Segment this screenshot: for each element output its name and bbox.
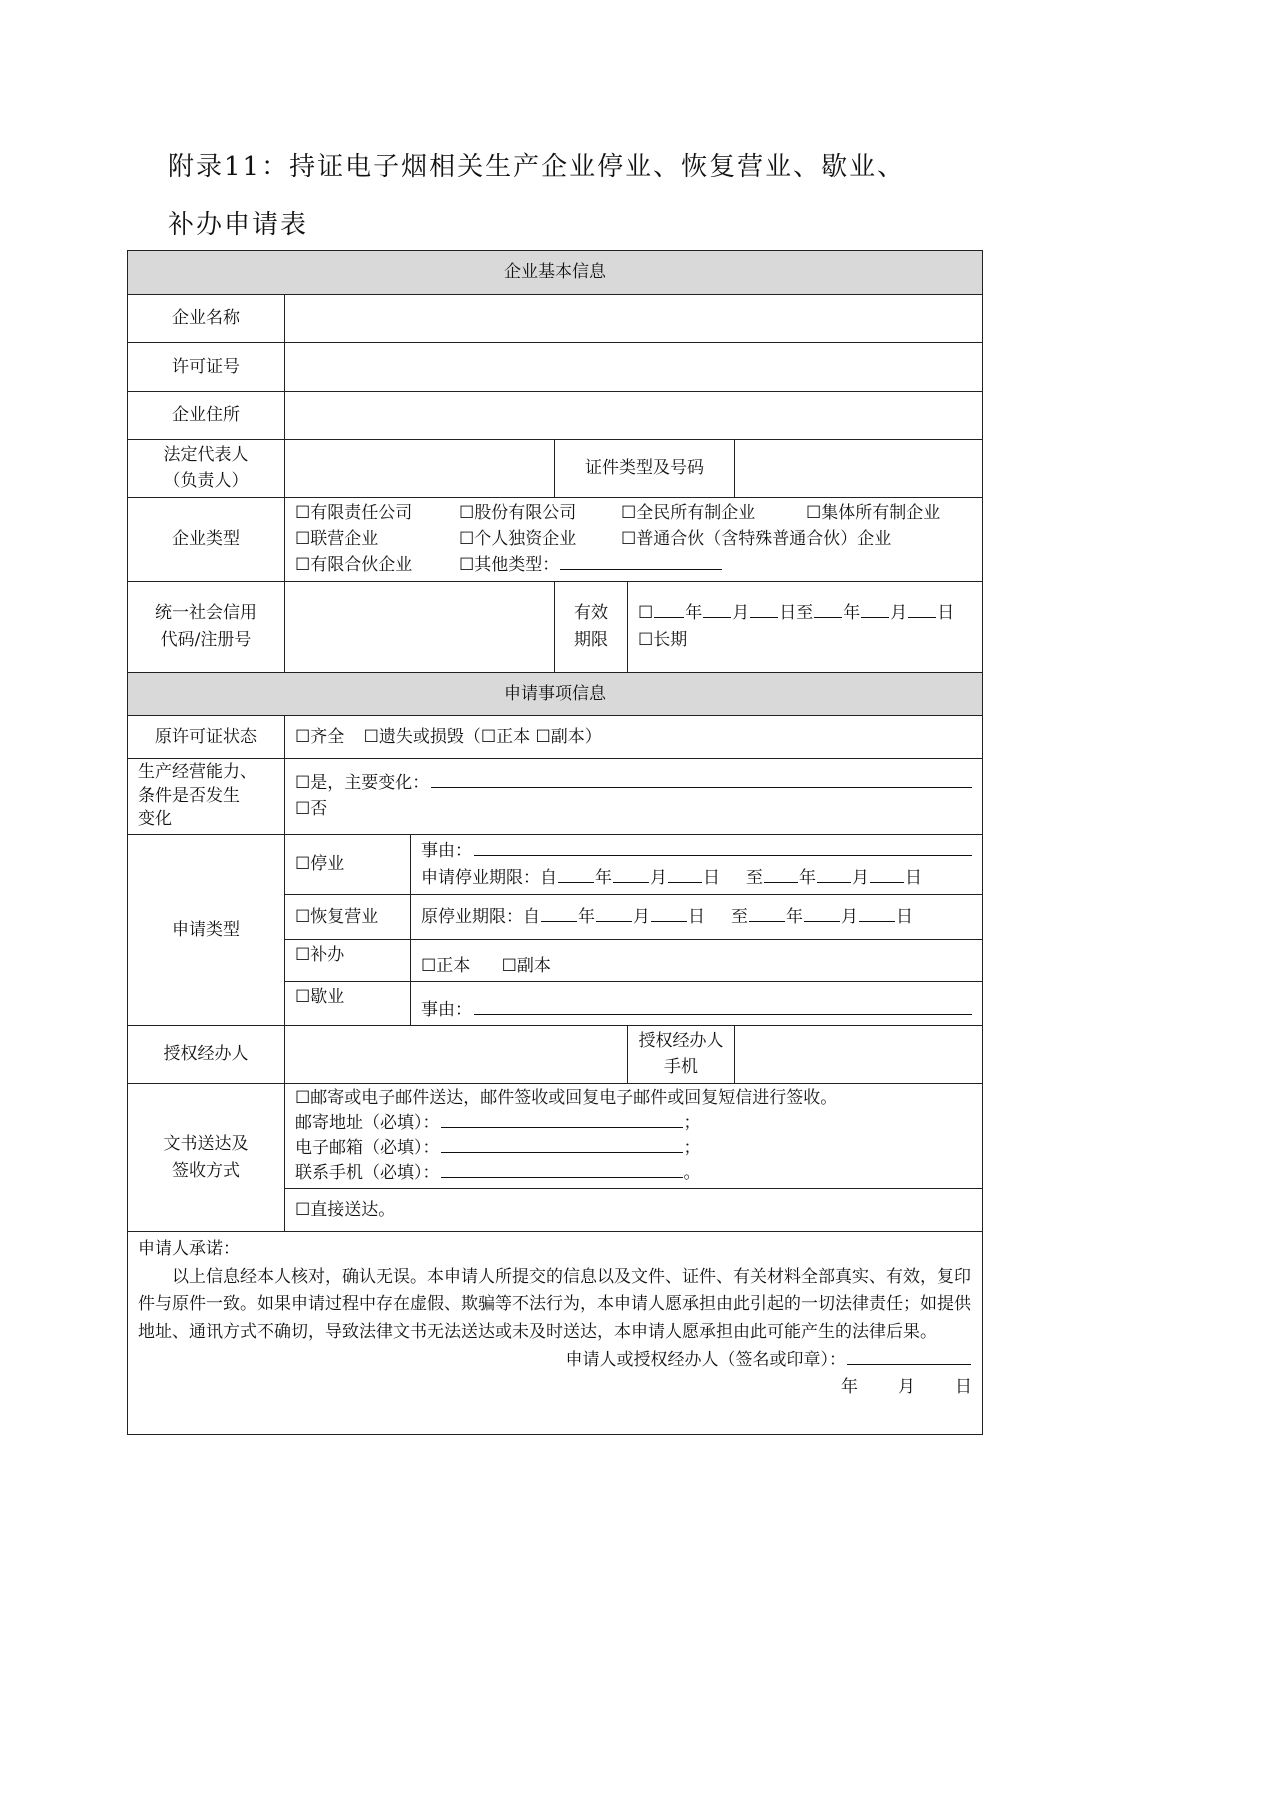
label-id-type-number: 证件类型及号码 [555, 440, 735, 498]
applicant-promise [128, 1232, 983, 1435]
section-header-apply: 申请事项信息 [128, 672, 983, 715]
label-license-number: 许可证号 [128, 343, 285, 392]
suspend-reason[interactable]: 事由： [421, 838, 972, 864]
promise-heading: 申请人承诺： [138, 1239, 240, 1260]
sign-date[interactable]: 年 月 日 [841, 1377, 972, 1398]
agent-phone-field[interactable] [735, 1026, 983, 1084]
label-document-delivery: 文书送达及 签收方式 [128, 1083, 285, 1232]
label-validity: 有效 期限 [555, 581, 628, 672]
capability-change-options [285, 758, 983, 834]
validity-range[interactable]: ☐ 年 月 日至 年 月 日 [638, 603, 955, 624]
delivery-mail-option [285, 1083, 983, 1189]
option-lost-damaged[interactable]: ☐遗失或损毁（☐正本 ☐副本） [363, 726, 602, 747]
credit-code-field[interactable] [285, 581, 555, 672]
enterprise-name-field[interactable] [285, 295, 983, 343]
mail-address-field[interactable]: 邮寄地址（必填）： ； [295, 1112, 701, 1133]
label-capability-change: 生产经营能力、 条件是否发生 变化 [128, 758, 285, 834]
option-not-changed[interactable]: ☐否 [295, 799, 328, 820]
option-joint-venture[interactable]: ☐联营企业 [295, 529, 379, 550]
page-title-line1: 附录11：持证电子烟相关生产企业停业、恢复营业、歇业、 [168, 152, 906, 182]
other-type-blank[interactable] [560, 554, 722, 570]
option-general-partnership[interactable]: ☐普通合伙（含特殊普通合伙）企业 [621, 529, 892, 550]
option-other-type[interactable]: ☐其他类型： [459, 552, 972, 578]
option-resume[interactable]: ☐恢复营业 [285, 895, 411, 940]
page-title-line2: 补办申请表 [168, 210, 309, 240]
application-form [127, 250, 983, 1435]
label-authorized-agent: 授权经办人 [128, 1026, 285, 1084]
option-close[interactable]: ☐歇业 [285, 982, 411, 1026]
section-header-basic: 企业基本信息 [128, 251, 983, 295]
label-agent-phone: 授权经办人手机 [628, 1026, 735, 1084]
signature-line[interactable]: 申请人或授权经办人（签名或印章）： [138, 1347, 972, 1375]
option-llc[interactable]: ☐有限责任公司 [295, 502, 413, 523]
authorized-agent-field[interactable] [285, 1026, 628, 1084]
enterprise-address-field[interactable] [285, 392, 983, 440]
option-state-owned[interactable]: ☐全民所有制企业 [621, 502, 756, 523]
option-reissue[interactable]: ☐补办 [285, 940, 411, 982]
legal-representative-field[interactable] [285, 440, 555, 498]
option-reissue-original[interactable]: ☐正本 [421, 955, 471, 976]
option-collective[interactable]: ☐集体所有制企业 [806, 502, 941, 523]
option-suspend[interactable]: ☐停业 [285, 835, 411, 895]
option-limited-partnership[interactable]: ☐有限合伙企业 [295, 555, 413, 576]
option-direct-delivery[interactable]: ☐直接送达。 [285, 1189, 983, 1232]
reissue-details [411, 940, 983, 982]
id-type-number-field[interactable] [735, 440, 983, 498]
enterprise-type-options [285, 497, 983, 581]
option-reissue-copy[interactable]: ☐副本 [501, 955, 551, 976]
validity-long-term[interactable]: ☐长期 [638, 629, 688, 650]
option-changed[interactable]: ☐是，主要变化： [295, 770, 972, 796]
suspend-details [411, 835, 983, 895]
close-reason[interactable]: 事由： [411, 982, 983, 1026]
option-sole-proprietorship[interactable]: ☐个人独资企业 [459, 529, 577, 550]
label-enterprise-name: 企业名称 [128, 295, 285, 343]
option-complete[interactable]: ☐齐全 [295, 726, 345, 747]
option-joint-stock[interactable]: ☐股份有限公司 [459, 502, 577, 523]
label-credit-code: 统一社会信用 代码/注册号 [128, 581, 285, 672]
original-status-options [285, 715, 983, 758]
label-legal-representative: 法定代表人 （负责人） [128, 440, 285, 498]
label-enterprise-address: 企业住所 [128, 392, 285, 440]
resume-details[interactable]: 原停业期限：自 年 月 日 至 年 月 日 [411, 895, 983, 940]
email-field[interactable]: 电子邮箱（必填）： ； [295, 1138, 701, 1159]
option-mail-email[interactable]: ☐邮寄或电子邮件送达，邮件签收或回复电子邮件或回复短信进行签收。 [295, 1087, 838, 1108]
validity-field [628, 581, 983, 672]
suspend-period[interactable]: 申请停业期限：自 年 月 日 至 年 月 日 [421, 867, 922, 888]
label-enterprise-type: 企业类型 [128, 497, 285, 581]
contact-phone-field[interactable]: 联系手机（必填）： 。 [295, 1163, 701, 1184]
promise-body: 以上信息经本人核对，确认无误。本申请人所提交的信息以及文件、证件、有关材料全部真实、有效，复印件与原件一致。如果申请过程中存在虚假、欺骗等不法行为，本申请人愿承担由此引起的一切法律责任；如提供地址、通讯方式不确切，导致法律文书无法送达或未及时送达，本申请人愿承担由此可能产生的法律后果。 [138, 1266, 971, 1343]
label-original-status: 原许可证状态 [128, 715, 285, 758]
license-number-field[interactable] [285, 343, 983, 392]
label-apply-type: 申请类型 [128, 835, 285, 1026]
